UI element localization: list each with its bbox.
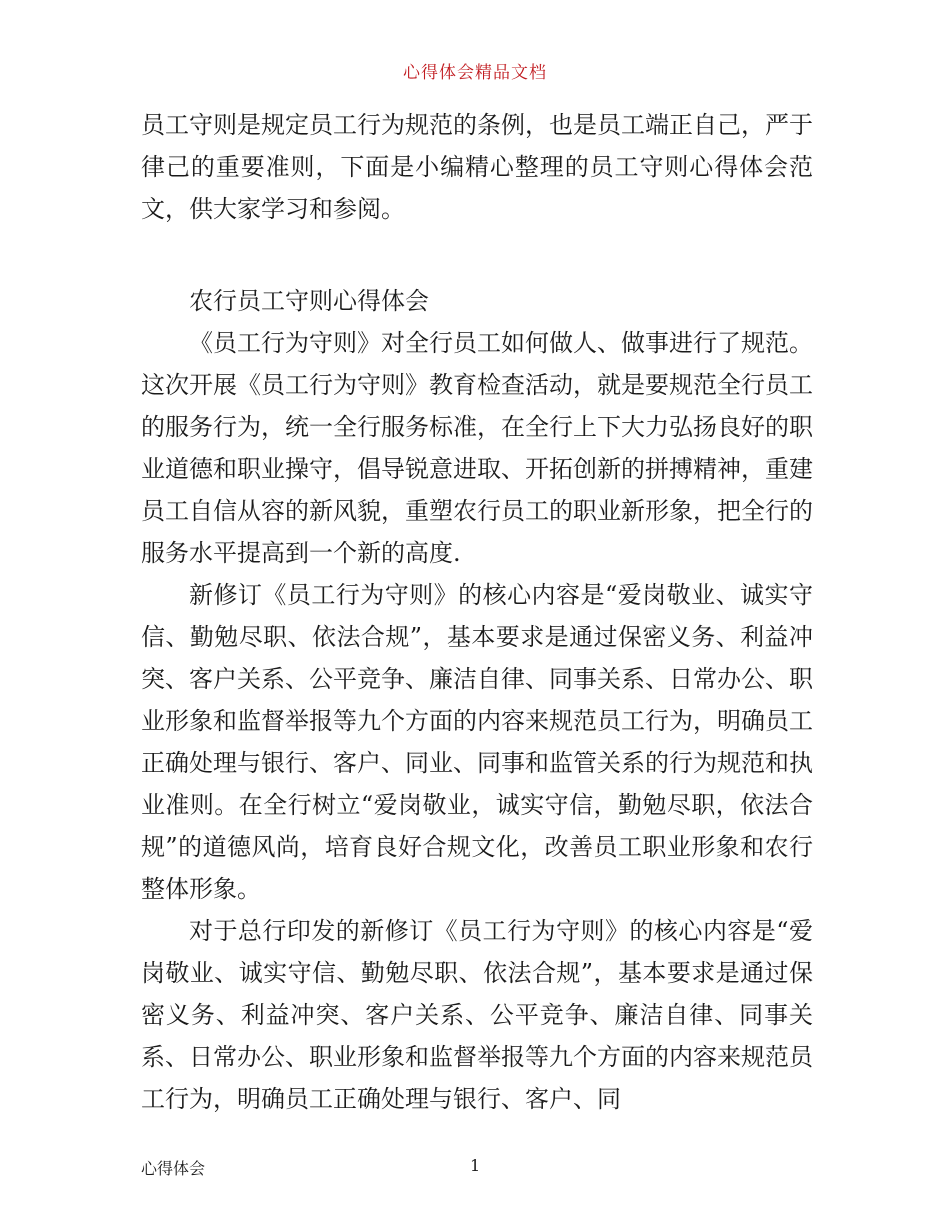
page-header-title: 心得体会精品文档	[403, 63, 547, 83]
paragraph-spacer	[141, 230, 813, 280]
body-paragraph-2: 新修订《员工行为守则》的核心内容是“爱岗敬业、诚实守信、勤勉尽职、依法合规”，基本要求是通过保密义务、利益冲突、客户关系、公平竞争、廉洁自律、同事关系、日常办公、职业形象和监督举报等九个方面的内容来规范员工行为，明确员工正确处理与银行、客户、同业、同事和监管关系的行为规范和执业准则。在全行树立“爱岗敬业，诚实守信，勤勉尽职，依法合规”的道德风尚，培育良好合规文化，改善员工职业形象和农行整体形象。	[141, 581, 813, 903]
intro-paragraph: 员工守则是规定员工行为规范的条例，也是员工端正自己，严于律己的重要准则，下面是小编精心整理的员工守则心得体会范文，供大家学习和参阅。	[141, 111, 813, 223]
document-body	[141, 104, 813, 1120]
page-number: 1	[470, 1156, 481, 1175]
body-paragraph-1: 《员工行为守则》对全行员工如何做人、做事进行了规范。这次开展《员工行为守则》教育检查活动，就是要规范全行员工的服务行为，统一全行服务标准，在全行上下大力弘扬良好的职业道德和职业操守，倡导锐意进取、开拓创新的拼搏精神，重建员工自信从容的新风貌，重塑农行员工的职业新形象，把全行的服务水平提高到一个新的高度.	[141, 329, 813, 567]
footer-label: 心得体会	[141, 1159, 206, 1178]
section-title: 农行员工守则心得体会	[189, 287, 429, 315]
body-paragraph-3: 对于总行印发的新修订《员工行为守则》的核心内容是“爱岗敬业、诚实守信、勤勉尽职、依法合规”，基本要求是通过保密义务、利益冲突、客户关系、公平竞争、廉洁自律、同事关系、日常办公、职业形象和监督举报等九个方面的内容来规范员工行为，明确员工正确处理与银行、客户、同	[141, 917, 813, 1113]
